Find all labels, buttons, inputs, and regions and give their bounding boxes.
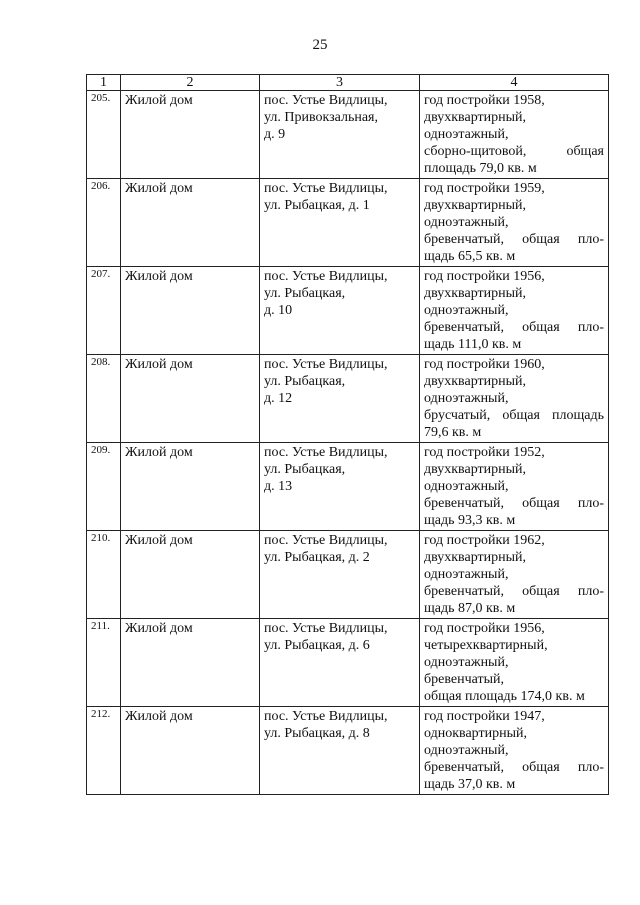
address-line: пос. Устье Видлицы,	[264, 357, 388, 372]
description-line: двухквартирный,	[424, 198, 527, 213]
description-line: одноэтажный,	[424, 127, 509, 142]
address-line: ул. Рыбацкая, д. 6	[264, 638, 370, 653]
description-line: год постройки 1960,	[424, 357, 545, 372]
address-line: пос. Устье Видлицы,	[264, 181, 388, 196]
row-number: 207.	[87, 267, 121, 355]
description-line: двухквартирный,	[424, 462, 527, 477]
table-row	[87, 443, 609, 531]
address-line: ул. Рыбацкая,	[264, 462, 346, 477]
address-line: пос. Устье Видлицы,	[264, 93, 388, 108]
object-address	[260, 619, 420, 707]
address-line: пос. Устье Видлицы,	[264, 533, 388, 548]
description-line: одноэтажный,	[424, 215, 509, 230]
row-number: 206.	[87, 179, 121, 267]
description-line: щадь 87,0 кв. м	[424, 601, 516, 616]
table-row	[87, 267, 609, 355]
address-line: д. 13	[264, 479, 293, 494]
object-description	[420, 267, 609, 355]
description-line: бревенчатый, общая пло-	[424, 320, 604, 335]
table-row	[87, 707, 609, 795]
description-line: год постройки 1959,	[424, 181, 545, 196]
object-name: Жилой дом	[121, 619, 260, 707]
property-table	[86, 74, 609, 795]
address-line: пос. Устье Видлицы,	[264, 709, 388, 724]
table-row	[87, 619, 609, 707]
address-line: д. 9	[264, 127, 286, 142]
column-header-1: 1	[87, 75, 121, 91]
description-line: год постройки 1956,	[424, 621, 545, 636]
address-line: ул. Рыбацкая, д. 2	[264, 550, 370, 565]
description-line: щадь 65,5 кв. м	[424, 249, 516, 264]
description-line: бревенчатый, общая пло-	[424, 584, 604, 599]
description-line: щадь 93,3 кв. м	[424, 513, 516, 528]
description-line: год постройки 1962,	[424, 533, 545, 548]
column-header-4: 4	[420, 75, 609, 91]
object-description	[420, 619, 609, 707]
object-description	[420, 355, 609, 443]
description-line: год постройки 1952,	[424, 445, 545, 460]
row-number: 208.	[87, 355, 121, 443]
address-line: пос. Устье Видлицы,	[264, 445, 388, 460]
address-line: д. 10	[264, 303, 293, 318]
table-row	[87, 355, 609, 443]
object-name: Жилой дом	[121, 443, 260, 531]
description-line: двухквартирный,	[424, 374, 527, 389]
description-line: одноэтажный,	[424, 303, 509, 318]
row-number: 211.	[87, 619, 121, 707]
description-line: бревенчатый,	[424, 672, 504, 687]
description-line: бревенчатый, общая пло-	[424, 496, 604, 511]
object-address	[260, 531, 420, 619]
row-number: 210.	[87, 531, 121, 619]
object-description	[420, 91, 609, 179]
object-name: Жилой дом	[121, 91, 260, 179]
table-row	[87, 531, 609, 619]
description-line: одноэтажный,	[424, 391, 509, 406]
object-description	[420, 707, 609, 795]
description-line: двухквартирный,	[424, 286, 527, 301]
description-line: щадь 111,0 кв. м	[424, 337, 522, 352]
row-number: 205.	[87, 91, 121, 179]
address-line: ул. Рыбацкая, д. 8	[264, 726, 370, 741]
object-address	[260, 443, 420, 531]
description-line: брусчатый, общая площадь	[424, 408, 604, 423]
object-description	[420, 443, 609, 531]
object-description	[420, 179, 609, 267]
description-line: 79,6 кв. м	[424, 425, 482, 440]
description-line: двухквартирный,	[424, 110, 527, 125]
description-line: бревенчатый, общая пло-	[424, 760, 604, 775]
object-name: Жилой дом	[121, 531, 260, 619]
description-line: год постройки 1956,	[424, 269, 545, 284]
description-line: одноэтажный,	[424, 655, 509, 670]
column-header-2: 2	[121, 75, 260, 91]
description-line: одноэтажный,	[424, 479, 509, 494]
object-address	[260, 355, 420, 443]
row-number: 212.	[87, 707, 121, 795]
description-line: одноэтажный,	[424, 743, 509, 758]
page-number: 25	[312, 37, 328, 53]
description-line: одноквартирный,	[424, 726, 527, 741]
object-name: Жилой дом	[121, 179, 260, 267]
object-address	[260, 179, 420, 267]
table-row	[87, 179, 609, 267]
address-line: ул. Рыбацкая,	[264, 374, 346, 389]
description-line: щадь 37,0 кв. м	[424, 777, 516, 792]
description-line: бревенчатый, общая пло-	[424, 232, 604, 247]
description-line: год постройки 1947,	[424, 709, 545, 724]
address-line: ул. Привокзальная,	[264, 110, 378, 125]
table-body	[87, 91, 609, 795]
object-name: Жилой дом	[121, 355, 260, 443]
description-line: четырехквартирный,	[424, 638, 548, 653]
address-line: ул. Рыбацкая,	[264, 286, 346, 301]
description-line: одноэтажный,	[424, 567, 509, 582]
object-name: Жилой дом	[121, 707, 260, 795]
description-line: общая площадь 174,0 кв. м	[424, 689, 585, 704]
object-address	[260, 91, 420, 179]
address-line: ул. Рыбацкая, д. 1	[264, 198, 370, 213]
table-row	[87, 91, 609, 179]
description-line: сборно-щитовой, общая	[424, 144, 604, 159]
description-line: год постройки 1958,	[424, 93, 545, 108]
object-name: Жилой дом	[121, 267, 260, 355]
column-header-3: 3	[260, 75, 420, 91]
description-line: двухквартирный,	[424, 550, 527, 565]
table-header-row	[87, 75, 609, 91]
object-address	[260, 707, 420, 795]
address-line: пос. Устье Видлицы,	[264, 621, 388, 636]
row-number: 209.	[87, 443, 121, 531]
address-line: д. 12	[264, 391, 293, 406]
description-line: площадь 79,0 кв. м	[424, 161, 537, 176]
object-description	[420, 531, 609, 619]
address-line: пос. Устье Видлицы,	[264, 269, 388, 284]
object-address	[260, 267, 420, 355]
